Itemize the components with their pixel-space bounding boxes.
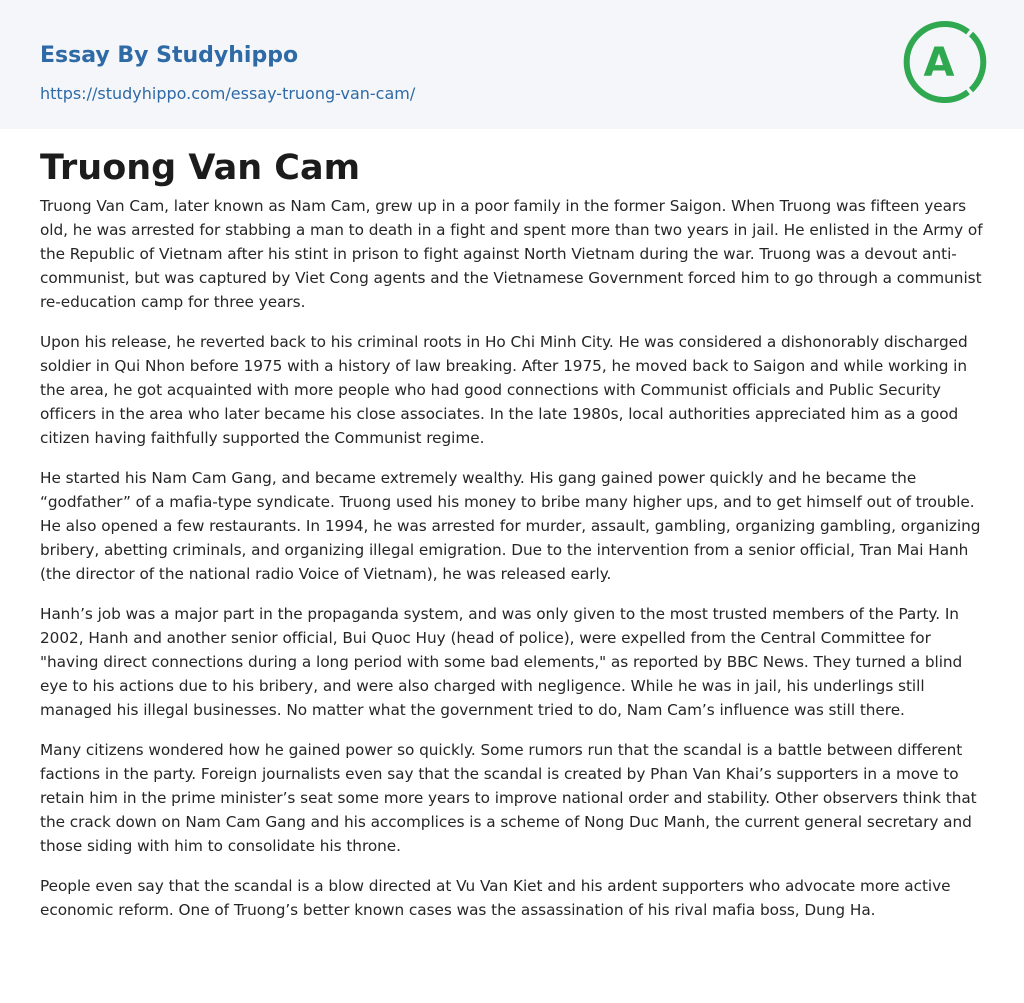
paragraph-2: Upon his release, he reverted back to his criminal roots in Ho Chi Minh City. He was considered a dishonorably discharged soldier in Qui Nhon before 1975 with a history of law breaking. After 1975, he moved back to Saigon and while working in the area, he got acquainted with more people who had good connections with Communist officials and Public Security officers in the area who later became his close associates. In the late 1980s, local authorities appreciated him as a good citizen having faithfully supported the Communist regime. [40,333,968,447]
paragraph-6: People even say that the scandal is a blow directed at Vu Van Kiet and his ardent supporters who advocate more active economic reform. One of Truong’s better known cases was the assassination of his rival mafia boss, Dung Ha. [40,877,951,919]
brand-title[interactable]: Essay By Studyhippo [40,43,299,68]
paragraph-4: Hanh’s job was a major part in the propaganda system, and was only given to the most trusted members of the Party. In 2002, Hanh and another senior official, Bui Quoc Huy (head of police), were expelled from the Central Committee for "having direct connections during a long period with some bad elements," as reported by BBC News. They turned a blind eye to his actions due to his bribery, and were also charged with negligence. While he was in jail, his underlings still managed his illegal businesses. No matter what the government tried to do, Nam Cam’s influence was still there. [40,605,963,719]
essay-url-link[interactable]: https://studyhippo.com/essay-truong-van-cam/ [40,84,416,103]
paragraph-3: He started his Nam Cam Gang, and became extremely wealthy. His gang gained power quickly and he became the “godfather” of a mafia-type syndicate. Truong used his money to bribe many higher ups, and to get himself out of trouble. He also opened a few restaurants. In 1994, he was arrested for murder, assault, gambling, organizing gambling, organizing bribery, abetting criminals, and organizing illegal emigration. Due to the intervention from a senior official, Tran Mai Hanh (the director of the national radio Voice of Vietnam), he was released early. [40,469,981,583]
paragraph-5: Many citizens wondered how he gained power so quickly. Some rumors run that the scandal is a battle between different factions in the party. Foreign journalists even say that the scandal is created by Phan Van Khai’s supporters in a move to retain him in the prime minister’s seat some more years to improve national order and stability. Other observers think that the crack down on Nam Cam Gang and his accomplices is a scheme of Nong Duc Manh, the current general secretary and those siding with him to consolidate his throne. [40,741,977,855]
paragraph-1: Truong Van Cam, later known as Nam Cam, grew up in a poor family in the former Saigon. When Truong was fifteen years old, he was arrested for stabbing a man to death in a fight and spent more than two years in jail. He enlisted in the Army of the Republic of Vietnam after his stint in prison to fight against North Vietnam during the war. Truong was a devout anti-communist, but was captured by Viet Cong agents and the Vietnamese Government forced him to go through a communist re-education camp for three years. [40,197,983,311]
studyhippo-logo-icon[interactable] [901,18,989,106]
page-title: Truong Van Cam [40,148,361,188]
essay-body [40,194,986,938]
logo-letter: A [923,40,955,86]
